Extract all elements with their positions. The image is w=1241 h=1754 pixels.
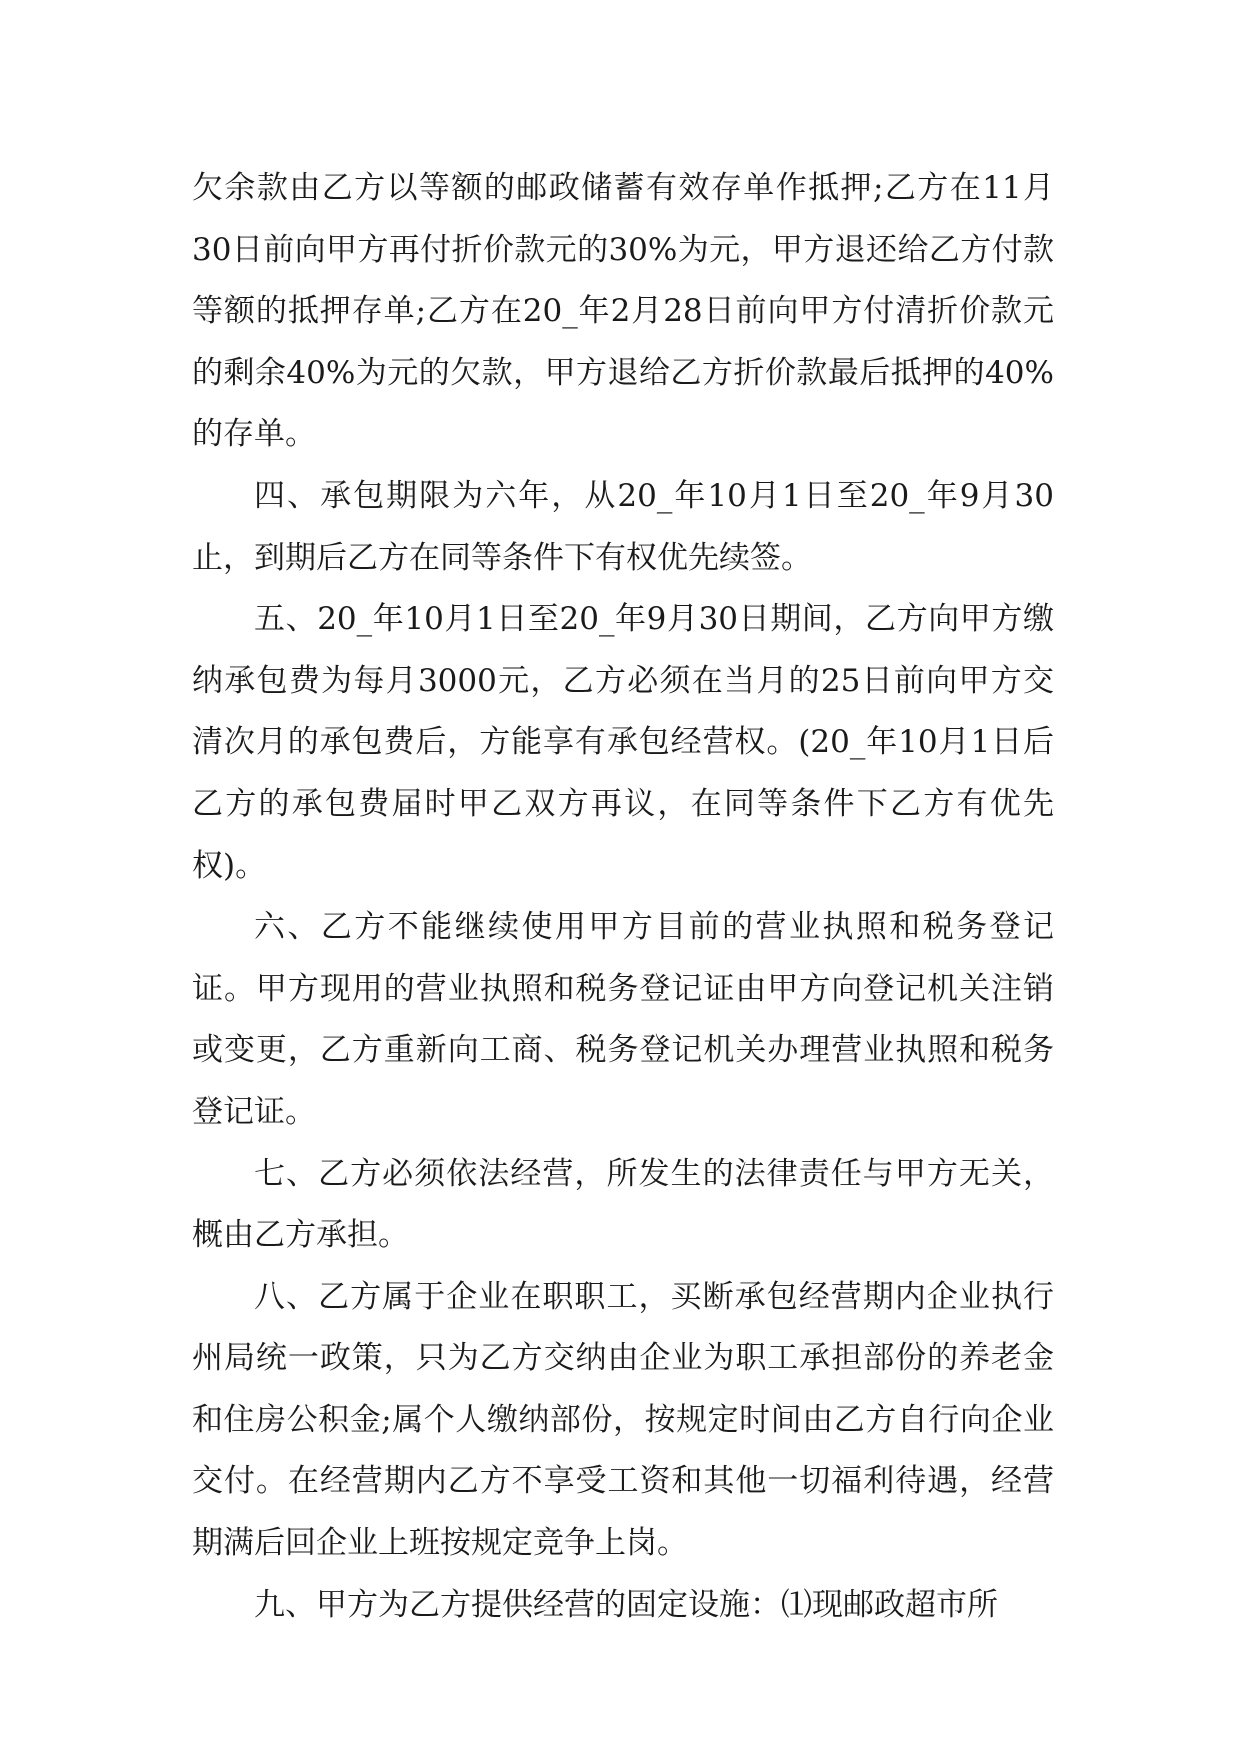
paragraph-clause-8: 八、乙方属于企业在职职工，买断承包经营期内企业执行州局统一政策，只为乙方交纳由企业为职工承担部份的养老金和住房公积金;属个人缴纳部份，按规定时间由乙方自行向企业交付。在经营期内乙方不享受工资和其他一切福利待遇，经营期满后回企业上班按规定竞争上岗。 bbox=[192, 1278, 1054, 1562]
paragraph-clause-5: 五、20_年10月1日至20_年9月30日期间，乙方向甲方缴纳承包费为每月3000元，乙方必须在当月的25日前向甲方交清次月的承包费后，方能享有承包经营权。(20_年10月1日后乙方的承包费届时甲乙双方再议，在同等条件下乙方有优先权)。 bbox=[192, 601, 1054, 884]
paragraph-clause-7: 七、乙方必须依法经营，所发生的法律责任与甲方无关，概由乙方承担。 bbox=[192, 1155, 1054, 1254]
paragraph-continuation: 欠余款由乙方以等额的邮政储蓄有效存单作抵押;乙方在11月30日前向甲方再付折价款元的30%为元，甲方退还给乙方付款等额的抵押存单;乙方在20_年2月28日前向甲方付清折价款元的剩余40%为元的欠款，甲方退给乙方折价款最后抵押的40%的存单。 bbox=[192, 170, 1054, 453]
document-body bbox=[192, 158, 1054, 1636]
paragraph-clause-9: 九、甲方为乙方提供经营的固定设施：⑴现邮政超市所 bbox=[254, 1586, 998, 1623]
paragraph-clause-6: 六、乙方不能继续使用甲方目前的营业执照和税务登记证。甲方现用的营业执照和税务登记证由甲方向登记机关注销或变更，乙方重新向工商、税务登记机关办理营业执照和税务登记证。 bbox=[192, 909, 1054, 1130]
paragraph-clause-4: 四、承包期限为六年，从20_年10月1日至20_年9月30止，到期后乙方在同等条件下有权优先续签。 bbox=[192, 477, 1054, 576]
